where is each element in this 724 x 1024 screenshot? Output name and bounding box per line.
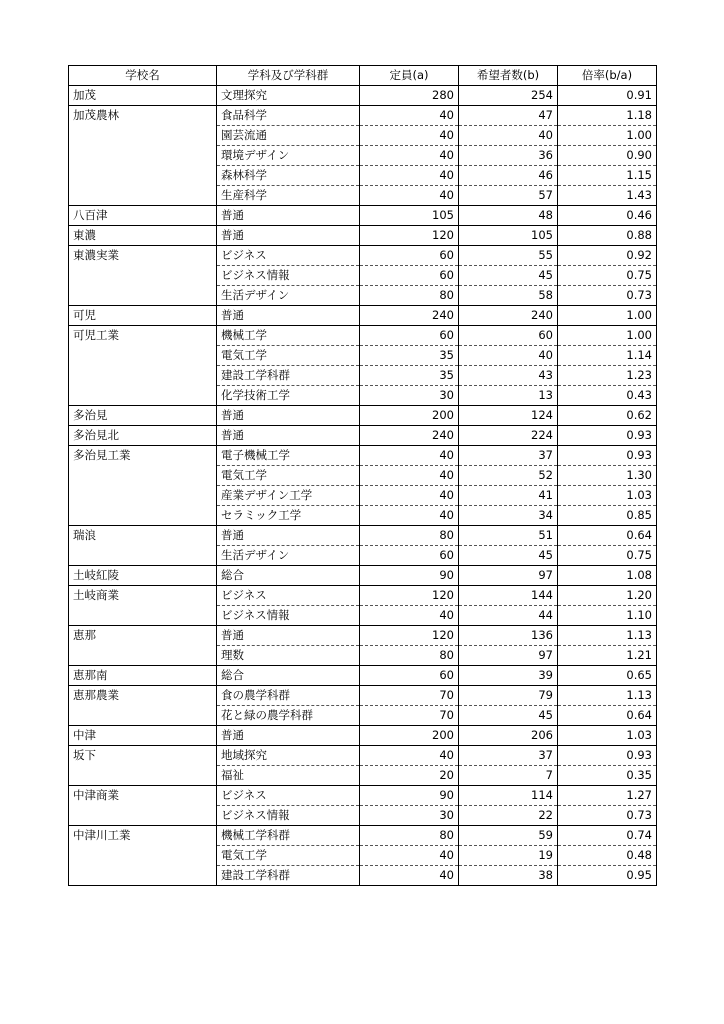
department-name: 普通: [217, 206, 360, 226]
applicants-value: 97: [459, 646, 558, 666]
applicants-value: 254: [459, 86, 558, 106]
applicants-value: 13: [459, 386, 558, 406]
ratio-value: 0.95: [558, 866, 657, 886]
ratio-value: 0.73: [558, 806, 657, 826]
department-name: 普通: [217, 426, 360, 446]
applicants-value: 40: [459, 346, 558, 366]
capacity-value: 40: [360, 466, 459, 486]
department-name: 生活デザイン: [217, 546, 360, 566]
table-row: [69, 226, 657, 246]
ratio-value: 1.00: [558, 326, 657, 346]
ratio-value: 1.08: [558, 566, 657, 586]
table-row: [69, 686, 657, 706]
ratio-value: 0.43: [558, 386, 657, 406]
school-name: 多治見: [69, 406, 217, 426]
school-name: 恵那: [69, 626, 217, 666]
school-name: 土岐商業: [69, 586, 217, 626]
header-row: [69, 66, 657, 86]
school-name: 可児工業: [69, 326, 217, 406]
applicants-value: 114: [459, 786, 558, 806]
department-name: ビジネス: [217, 246, 360, 266]
capacity-value: 40: [360, 846, 459, 866]
department-name: セラミック工学: [217, 506, 360, 526]
capacity-value: 80: [360, 286, 459, 306]
school-name: 多治見北: [69, 426, 217, 446]
capacity-value: 40: [360, 186, 459, 206]
ratio-value: 0.73: [558, 286, 657, 306]
applicants-value: 224: [459, 426, 558, 446]
table-row: [69, 326, 657, 346]
ratio-value: 0.92: [558, 246, 657, 266]
applicants-value: 36: [459, 146, 558, 166]
capacity-value: 30: [360, 386, 459, 406]
department-name: 電気工学: [217, 346, 360, 366]
header-applicants: 希望者数(b): [459, 66, 558, 86]
ratio-value: 1.21: [558, 646, 657, 666]
department-name: 普通: [217, 306, 360, 326]
department-name: 普通: [217, 726, 360, 746]
school-name: 中津川工業: [69, 826, 217, 886]
department-name: 生産科学: [217, 186, 360, 206]
applicants-value: 41: [459, 486, 558, 506]
header-ratio: 倍率(b/a): [558, 66, 657, 86]
school-name: 東濃実業: [69, 246, 217, 306]
header-school: 学校名: [69, 66, 217, 86]
table-row: [69, 666, 657, 686]
applicants-value: 124: [459, 406, 558, 426]
ratio-value: 0.93: [558, 426, 657, 446]
school-name: 東濃: [69, 226, 217, 246]
school-name: 土岐紅陵: [69, 566, 217, 586]
capacity-value: 40: [360, 106, 459, 126]
capacity-value: 40: [360, 606, 459, 626]
school-name: 坂下: [69, 746, 217, 786]
ratio-value: 0.64: [558, 526, 657, 546]
ratio-value: 0.48: [558, 846, 657, 866]
applicants-value: 48: [459, 206, 558, 226]
department-name: 総合: [217, 566, 360, 586]
applicants-value: 240: [459, 306, 558, 326]
capacity-value: 120: [360, 626, 459, 646]
table-row: [69, 826, 657, 846]
department-name: ビジネス: [217, 786, 360, 806]
school-name: 多治見工業: [69, 446, 217, 526]
department-name: 食品科学: [217, 106, 360, 126]
capacity-value: 60: [360, 546, 459, 566]
table-row: [69, 786, 657, 806]
ratio-value: 1.18: [558, 106, 657, 126]
school-name: 恵那農業: [69, 686, 217, 726]
department-name: 福祉: [217, 766, 360, 786]
capacity-value: 200: [360, 726, 459, 746]
applicants-value: 136: [459, 626, 558, 646]
ratio-value: 0.91: [558, 86, 657, 106]
applicants-value: 38: [459, 866, 558, 886]
ratio-value: 1.03: [558, 486, 657, 506]
ratio-value: 0.35: [558, 766, 657, 786]
applicants-value: 19: [459, 846, 558, 866]
capacity-value: 60: [360, 246, 459, 266]
department-name: 普通: [217, 226, 360, 246]
ratio-value: 0.88: [558, 226, 657, 246]
capacity-value: 40: [360, 866, 459, 886]
ratio-value: 1.03: [558, 726, 657, 746]
department-name: 産業デザイン工学: [217, 486, 360, 506]
department-name: 普通: [217, 626, 360, 646]
ratio-value: 0.93: [558, 446, 657, 466]
department-name: 電気工学: [217, 846, 360, 866]
application-ratio-table: [68, 65, 657, 886]
table-row: [69, 446, 657, 466]
department-name: 生活デザイン: [217, 286, 360, 306]
department-name: 総合: [217, 666, 360, 686]
department-name: 電子機械工学: [217, 446, 360, 466]
applicants-value: 79: [459, 686, 558, 706]
ratio-value: 1.13: [558, 686, 657, 706]
capacity-value: 80: [360, 826, 459, 846]
ratio-value: 1.00: [558, 306, 657, 326]
department-name: 機械工学科群: [217, 826, 360, 846]
capacity-value: 35: [360, 366, 459, 386]
table-row: [69, 246, 657, 266]
header-capacity: 定員(a): [360, 66, 459, 86]
ratio-value: 1.23: [558, 366, 657, 386]
department-name: ビジネス情報: [217, 806, 360, 826]
table-body: [69, 86, 657, 886]
school-name: 加茂農林: [69, 106, 217, 206]
school-name: 中津: [69, 726, 217, 746]
ratio-value: 0.75: [558, 266, 657, 286]
table-row: [69, 626, 657, 646]
applicants-value: 37: [459, 746, 558, 766]
applicants-value: 45: [459, 266, 558, 286]
table-row: [69, 426, 657, 446]
applicants-value: 97: [459, 566, 558, 586]
department-name: 文理探究: [217, 86, 360, 106]
applicants-value: 46: [459, 166, 558, 186]
capacity-value: 40: [360, 166, 459, 186]
ratio-value: 1.00: [558, 126, 657, 146]
capacity-value: 90: [360, 786, 459, 806]
capacity-value: 60: [360, 666, 459, 686]
capacity-value: 90: [360, 566, 459, 586]
capacity-value: 120: [360, 226, 459, 246]
capacity-value: 60: [360, 266, 459, 286]
table-row: [69, 566, 657, 586]
table-row: [69, 746, 657, 766]
capacity-value: 60: [360, 326, 459, 346]
ratio-value: 0.46: [558, 206, 657, 226]
ratio-value: 1.10: [558, 606, 657, 626]
header-department: 学科及び学科群: [217, 66, 360, 86]
table-row: [69, 526, 657, 546]
department-name: 電気工学: [217, 466, 360, 486]
department-name: 化学技術工学: [217, 386, 360, 406]
applicants-value: 60: [459, 326, 558, 346]
capacity-value: 200: [360, 406, 459, 426]
applicants-value: 51: [459, 526, 558, 546]
table-header: [69, 66, 657, 86]
capacity-value: 80: [360, 646, 459, 666]
table-row: [69, 726, 657, 746]
capacity-value: 35: [360, 346, 459, 366]
ratio-value: 1.27: [558, 786, 657, 806]
ratio-value: 1.13: [558, 626, 657, 646]
ratio-value: 1.43: [558, 186, 657, 206]
ratio-value: 1.15: [558, 166, 657, 186]
applicants-value: 59: [459, 826, 558, 846]
applicants-value: 206: [459, 726, 558, 746]
department-name: 建設工学科群: [217, 866, 360, 886]
capacity-value: 105: [360, 206, 459, 226]
department-name: 食の農学科群: [217, 686, 360, 706]
ratio-value: 0.74: [558, 826, 657, 846]
applicants-value: 57: [459, 186, 558, 206]
applicants-value: 43: [459, 366, 558, 386]
ratio-value: 1.30: [558, 466, 657, 486]
school-name: 中津商業: [69, 786, 217, 826]
ratio-value: 0.62: [558, 406, 657, 426]
applicants-value: 52: [459, 466, 558, 486]
department-name: 森林科学: [217, 166, 360, 186]
capacity-value: 30: [360, 806, 459, 826]
applicants-value: 45: [459, 706, 558, 726]
department-name: ビジネス情報: [217, 266, 360, 286]
table-row: [69, 586, 657, 606]
ratio-value: 0.75: [558, 546, 657, 566]
capacity-value: 240: [360, 426, 459, 446]
ratio-value: 0.65: [558, 666, 657, 686]
capacity-value: 40: [360, 746, 459, 766]
department-name: ビジネス: [217, 586, 360, 606]
capacity-value: 70: [360, 706, 459, 726]
ratio-value: 0.90: [558, 146, 657, 166]
applicants-value: 40: [459, 126, 558, 146]
applicants-value: 58: [459, 286, 558, 306]
department-name: 機械工学: [217, 326, 360, 346]
capacity-value: 40: [360, 146, 459, 166]
table-row: [69, 106, 657, 126]
applicants-value: 37: [459, 446, 558, 466]
applicants-value: 105: [459, 226, 558, 246]
applicants-value: 7: [459, 766, 558, 786]
department-name: ビジネス情報: [217, 606, 360, 626]
department-name: 普通: [217, 526, 360, 546]
school-name: 瑞浪: [69, 526, 217, 566]
capacity-value: 70: [360, 686, 459, 706]
capacity-value: 240: [360, 306, 459, 326]
department-name: 普通: [217, 406, 360, 426]
department-name: 環境デザイン: [217, 146, 360, 166]
applicants-value: 44: [459, 606, 558, 626]
applicants-value: 45: [459, 546, 558, 566]
applicants-value: 34: [459, 506, 558, 526]
table-row: [69, 306, 657, 326]
department-name: 地域探究: [217, 746, 360, 766]
applicants-value: 47: [459, 106, 558, 126]
department-name: 園芸流通: [217, 126, 360, 146]
department-name: 理数: [217, 646, 360, 666]
ratio-value: 0.85: [558, 506, 657, 526]
ratio-value: 1.20: [558, 586, 657, 606]
capacity-value: 280: [360, 86, 459, 106]
table-row: [69, 86, 657, 106]
school-name: 八百津: [69, 206, 217, 226]
ratio-value: 0.93: [558, 746, 657, 766]
table-row: [69, 406, 657, 426]
applicants-value: 39: [459, 666, 558, 686]
capacity-value: 40: [360, 446, 459, 466]
capacity-value: 40: [360, 126, 459, 146]
applicants-value: 55: [459, 246, 558, 266]
capacity-value: 80: [360, 526, 459, 546]
capacity-value: 40: [360, 486, 459, 506]
capacity-value: 120: [360, 586, 459, 606]
capacity-value: 20: [360, 766, 459, 786]
school-name: 加茂: [69, 86, 217, 106]
applicants-value: 144: [459, 586, 558, 606]
ratio-value: 0.64: [558, 706, 657, 726]
applicants-value: 22: [459, 806, 558, 826]
table-row: [69, 206, 657, 226]
capacity-value: 40: [360, 506, 459, 526]
department-name: 花と緑の農学科群: [217, 706, 360, 726]
school-name: 恵那南: [69, 666, 217, 686]
department-name: 建設工学科群: [217, 366, 360, 386]
ratio-value: 1.14: [558, 346, 657, 366]
school-name: 可児: [69, 306, 217, 326]
